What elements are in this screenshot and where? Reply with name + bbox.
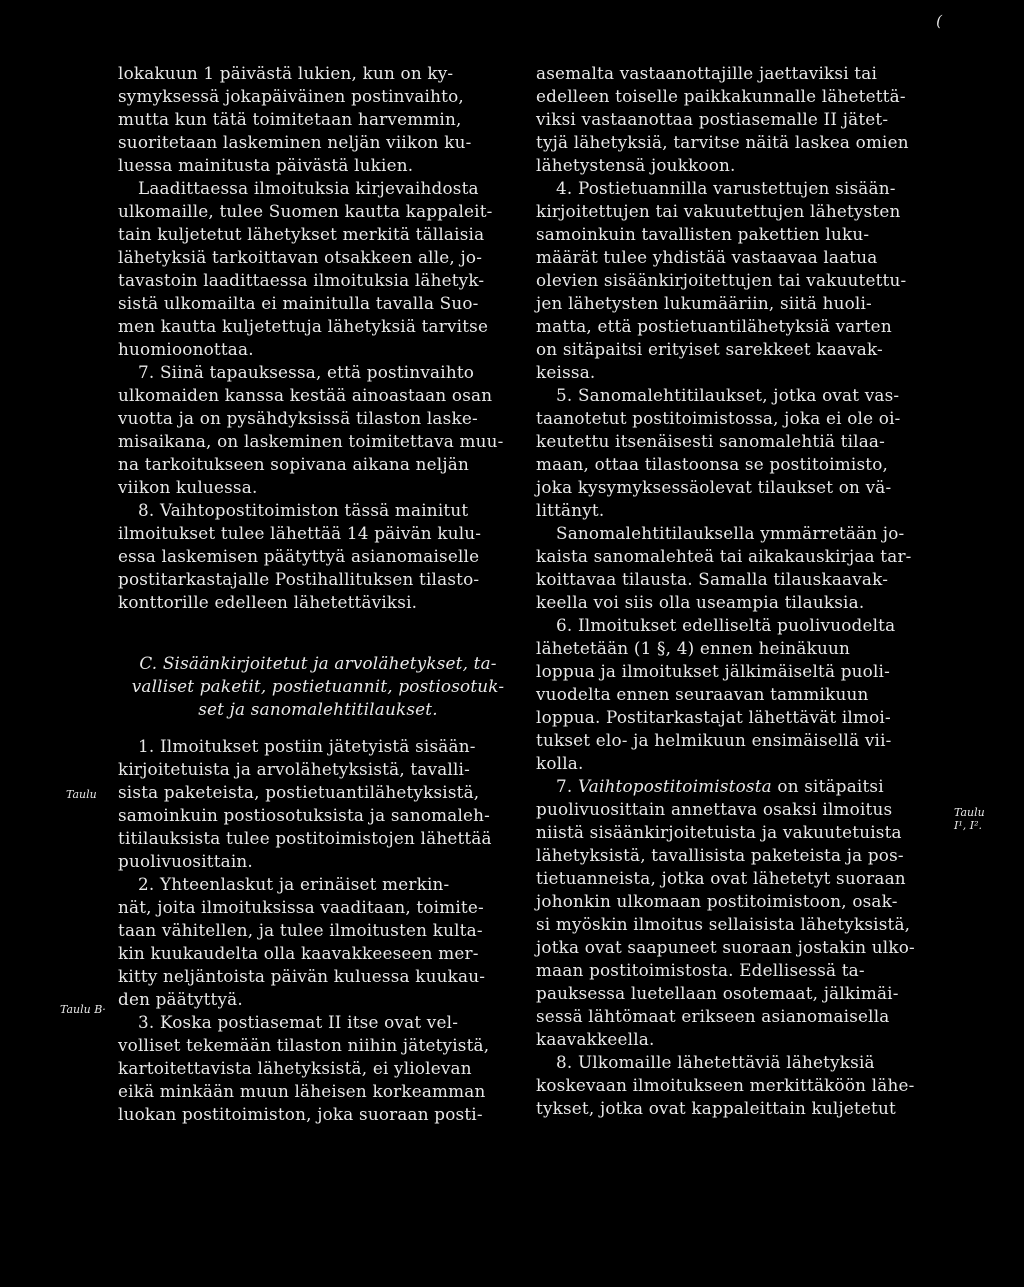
text-line: kin kuukaudelta olla kaavakkeeseen mer-: [118, 943, 479, 963]
text-line: taan vähitellen, ja tulee ilmoitusten kulta-: [118, 920, 483, 940]
text-line: pauksessa luetellaan osotemaat, jälkimäi-: [536, 983, 899, 1003]
text-line: eikä minkään muun läheisen korkeamman: [118, 1081, 486, 1101]
text-line: keissa.: [536, 362, 596, 382]
text-line: misaikana, on laskeminen toimitettava muu-: [118, 431, 504, 451]
text-line: konttorille edelleen lähetettäviksi.: [118, 592, 418, 612]
text-line: viksi vastaanottaa postiasemalle II jätet-: [536, 109, 889, 129]
text-line: ilmoitukset tulee lähettää 14 päivän kulu-: [118, 523, 482, 543]
margin-note-taulu: Taulu: [66, 788, 97, 801]
text-line: vuotta ja on pysähdyksissä tilaston laske-: [118, 408, 478, 428]
text-line: lähetystensä joukkoon.: [536, 155, 736, 175]
text-line: den päätyttyä.: [118, 989, 243, 1009]
paragraph-7-first-rest: on sitäpaitsi: [771, 776, 884, 796]
paragraph-c3: [118, 1011, 518, 1126]
text-line: koskevaan ilmoitukseen merkittäköön lähe-: [536, 1075, 915, 1095]
text-line: joka kysymyksessäolevat tilaukset on vä-: [536, 477, 892, 497]
text-line: samoinkuin tavallisten pakettien luku-: [536, 224, 870, 244]
margin-note-taulu-i-ref: I¹, I².: [954, 819, 982, 832]
text-line: luessa mainitusta päivästä lukien.: [118, 155, 414, 175]
paragraph-7-right: [536, 775, 936, 1051]
text-line: tietuanneista, jotka ovat lähetetyt suoraan: [536, 868, 906, 888]
text-line: huomioonottaa.: [118, 339, 254, 359]
paragraph-8: [118, 499, 518, 614]
text-line: 1. Ilmoitukset postiin jätetyistä sisään-: [138, 736, 476, 756]
text-line: puolivuosittain annettava osaksi ilmoitus: [536, 799, 893, 819]
text-line: valliset paketit, postietuannit, postiosotuk-: [131, 676, 505, 696]
text-line: edelleen toiselle paikkakunnalle lähetettä-: [536, 86, 906, 106]
text-line: sistä ulkomailta ei mainitulla tavalla Suo-: [118, 293, 479, 313]
paragraph-continued: [536, 62, 936, 177]
paragraph-5b: [536, 522, 936, 614]
text-line: Laadittaessa ilmoituksia kirjevaihdosta: [138, 178, 479, 198]
text-line: kirjoitetuista ja arvolähetyksistä, tavalli-: [118, 759, 470, 779]
paragraph-c1: [118, 735, 518, 873]
text-line: set ja sanomalehtitilaukset.: [198, 699, 438, 719]
text-line: luokan postitoimiston, joka suoraan posti-: [118, 1104, 483, 1124]
section-gap: [118, 614, 518, 652]
section-heading-c: [118, 652, 518, 721]
text-line: men kautta kuljetettuja lähetyksiä tarvitse: [118, 316, 489, 336]
text-line: jen lähetysten lukumääriin, siitä huoli-: [536, 293, 872, 313]
text-line: lähetetään (1 §, 4) ennen heinäkuun: [536, 638, 850, 658]
text-line: koittavaa tilausta. Samalla tilauskaavak-: [536, 569, 889, 589]
paragraph-7-first-line: [536, 775, 936, 798]
paragraph-7: [118, 361, 518, 499]
text-line: kitty neljäntoista päivän kuluessa kuukau-: [118, 966, 486, 986]
text-line: si myöskin ilmoitus sellaisista lähetyksistä,: [536, 914, 911, 934]
text-line: puolivuosittain.: [118, 851, 253, 871]
paragraph-laadittaessa: [118, 177, 518, 361]
text-line: kolla.: [536, 753, 584, 773]
text-line: volliset tekemään tilaston niihin jätetyistä,: [118, 1035, 490, 1055]
text-line: tyjä lähetyksiä, tarvitse näitä laskea omien: [536, 132, 909, 152]
text-line: johonkin ulkomaan postitoimistoon, osak-: [536, 891, 898, 911]
text-line: niistä sisäänkirjoitetuista ja vakuutetuista: [536, 822, 902, 842]
text-line: na tarkoitukseen sopivana aikana neljän: [118, 454, 469, 474]
text-line: loppua. Postitarkastajat lähettävät ilmoi-: [536, 707, 891, 727]
margin-note-taulu-b: Taulu B·: [60, 1003, 106, 1016]
paragraph-8-right: [536, 1051, 936, 1120]
corner-mark: (: [936, 12, 942, 30]
text-line: symyksessä jokapäiväinen postinvaihto,: [118, 86, 464, 106]
text-line: essa laskemisen päätyttyä asianomaiselle: [118, 546, 480, 566]
text-line: keella voi siis olla useampia tilauksia.: [536, 592, 865, 612]
text-line: titilauksista tulee postitoimistojen lähettää: [118, 828, 492, 848]
text-line: viikon kuluessa.: [118, 477, 258, 497]
text-line: keutettu itsenäisesti sanomalehtiä tilaa-: [536, 431, 886, 451]
margin-note-taulu-i-label: Taulu: [954, 806, 985, 819]
text-line: Sanomalehtitilauksella ymmärretään jo-: [556, 523, 905, 543]
text-line: ulkomaille, tulee Suomen kautta kappaleit-: [118, 201, 493, 221]
text-line: C. Sisäänkirjoitetut ja arvolähetykset, ta-: [139, 653, 497, 673]
text-line: 6. Ilmoitukset edelliseltä puolivuodelta: [556, 615, 896, 635]
text-line: kirjoitettujen tai vakuutettujen lähetysten: [536, 201, 901, 221]
text-line: kartoitettavista lähetyksistä, ei yliolevan: [118, 1058, 472, 1078]
text-line: sessä lähtömaat erikseen asianomaisella: [536, 1006, 890, 1026]
text-line: 8. Vaihtopostitoimiston tässä mainitut: [138, 500, 469, 520]
left-column: [118, 62, 518, 1126]
text-line: kaista sanomalehteä tai aikakauskirjaa tar-: [536, 546, 912, 566]
text-line: tukset elo- ja helmikuun ensimäisellä vii-: [536, 730, 892, 750]
text-line: 4. Postietuannilla varustettujen sisään-: [556, 178, 896, 198]
text-line: matta, että postietuantilähetyksiä varten: [536, 316, 892, 336]
text-line: olevien sisäänkirjoitettujen tai vakuutettu-: [536, 270, 907, 290]
paragraph-intro: [118, 62, 518, 177]
text-line: tavastoin laadittaessa ilmoituksia lähetyk-: [118, 270, 485, 290]
paragraph-6: [536, 614, 936, 775]
text-line: suoritetaan laskeminen neljän viikon ku-: [118, 132, 472, 152]
text-line: määrät tulee yhdistää vastaavaa laatua: [536, 247, 878, 267]
paragraph-5: [536, 384, 936, 522]
text-line: littänyt.: [536, 500, 605, 520]
text-line: postitarkastajalle Postihallituksen tilasto-: [118, 569, 480, 589]
text-line: lokakuun 1 päivästä lukien, kun on ky-: [118, 63, 454, 83]
text-line: nät, joita ilmoituksissa vaaditaan, toimite-: [118, 897, 484, 917]
text-line: samoinkuin postiosotuksista ja sanomaleh-: [118, 805, 491, 825]
text-line: kaavakkeella.: [536, 1029, 655, 1049]
text-line: asemalta vastaanottajille jaettaviksi tai: [536, 63, 878, 83]
text-line: 3. Koska postiasemat II itse ovat vel-: [138, 1012, 459, 1032]
right-column: [536, 62, 936, 1120]
text-line: maan postitoimistosta. Edellisessä ta-: [536, 960, 865, 980]
text-line: loppua ja ilmoitukset jälkimäiseltä puoli-: [536, 661, 890, 681]
paragraph-4: [536, 177, 936, 384]
text-line: mutta kun tätä toimitetaan harvemmin,: [118, 109, 462, 129]
text-line: taanotetut postitoimistossa, joka ei ole oi-: [536, 408, 901, 428]
text-line: tykset, jotka ovat kappaleittain kuljetetut: [536, 1098, 896, 1118]
text-line: 2. Yhteenlaskut ja erinäiset merkin-: [138, 874, 450, 894]
text-line: maan, ottaa tilastoonsa se postitoimisto,: [536, 454, 889, 474]
paragraph-c2: [118, 873, 518, 1011]
text-line: 7. Siinä tapauksessa, että postinvaihto: [138, 362, 475, 382]
paragraph-7-body: [536, 798, 936, 1051]
paragraph-7-emphasis: Vaihtopostitoimistosta: [577, 776, 772, 796]
text-line: on sitäpaitsi erityiset sarekkeet kaavak-: [536, 339, 883, 359]
text-line: 8. Ulkomaille lähetettäviä lähetyksiä: [556, 1052, 875, 1072]
text-line: tain kuljetetut lähetykset merkitä tällaisia: [118, 224, 485, 244]
text-line: lähetyksiä tarkoittavan otsakkeen alle, jo-: [118, 247, 483, 267]
text-line: vuodelta ennen seuraavan tammikuun: [536, 684, 869, 704]
margin-note-taulu-i: [954, 806, 985, 832]
text-line: jotka ovat saapuneet suoraan jostakin ulko-: [536, 937, 915, 957]
text-line: ulkomaiden kanssa kestää ainoastaan osan: [118, 385, 493, 405]
paragraph-7-number: 7.: [556, 776, 573, 796]
text-line: sista paketeista, postietuantilähetyksistä,: [118, 782, 480, 802]
text-line: lähetyksistä, tavallisista paketeista ja pos-: [536, 845, 904, 865]
text-line: 5. Sanomalehtitilaukset, jotka ovat vas-: [556, 385, 900, 405]
